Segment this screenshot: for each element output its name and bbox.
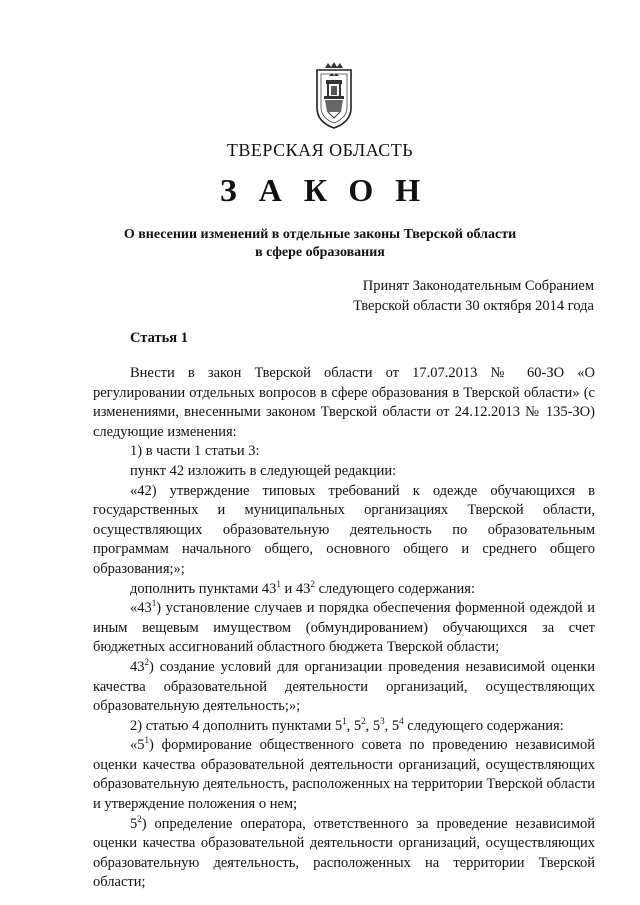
- law-subject-line-2: в сфере образования: [255, 245, 385, 260]
- paragraph-item-1: 1) в части 1 статьи 3:: [130, 443, 260, 460]
- paragraph-point-5-2: $5^2$) определение оператора, ответственного за проведение независимой оценки качества образовательной деятельности организаций, осуществляющих образовательную деятельность, расположенных на территории Тверской области;: [93, 813, 595, 891]
- paragraph-intro: Внести в закон Тверской области от 17.07.2013 № 60-ЗО «О регулировании отдельных вопросов в сфере образования в Тверской области» (с изменениями, внесенными законом Тверской области от 24.12.2013 № 135-ЗО) следующие изменения:: [93, 365, 595, 440]
- paragraph-point-43-1: «$43^1$) установление случаев и порядка обеспечения форменной одеждой и иным вещевым имуществом (обмундированием) обучающихся за счет бюджетных ассигнований областного бюджета Тверской области;: [93, 598, 595, 656]
- paragraph-point-42-text: «42) утверждение типовых требований к одежде обучающихся в государственных и муниципальных организациях Тверской области, осуществляющих образовательную деятельность по образовательным программам начального общего, основного общего и среднего общего образования;»;: [93, 482, 595, 577]
- article-body: [93, 364, 595, 893]
- adoption-line-2: Тверской области 30 октября 2014 года: [353, 298, 594, 314]
- coat-of-arms-icon: [314, 62, 354, 130]
- article-heading: Статья 1: [130, 330, 188, 346]
- region-name: ТВЕРСКАЯ ОБЛАСТЬ: [226, 140, 414, 160]
- law-subject-line-1: О внесении изменений в отдельные законы Тверской области: [123, 227, 517, 242]
- adoption-note: [353, 276, 594, 316]
- law-subject: [0, 226, 640, 262]
- law-title: ЗАКОН: [219, 172, 443, 208]
- paragraph-add-points-43: дополнить пунктами $43^1$ и $43^2$ следующего содержания:: [130, 578, 476, 597]
- paragraph-point-43-2: $43^2$) создание условий для организации проведения независимой оценки качества образовательной деятельности организаций, осуществляющих образовательную деятельность;»;: [93, 656, 595, 715]
- adoption-line-1: Принят Законодательным Собранием: [362, 278, 594, 294]
- paragraph-point-5-1: «$5^1$) формирование общественного совета по проведению независимой оценки качества образовательной деятельности организаций, осуществляющих образовательную деятельность, расположенных на территории Тверской области и утверждение положения о нем;: [93, 735, 595, 813]
- paragraph-item-2: 2) статью 4 дополнить пунктами $5^1$, $5^2$, $5^3$, $5^4$ следующего содержания:: [130, 715, 564, 734]
- paragraph-item-1-point-42: пункт 42 изложить в следующей редакции:: [130, 462, 397, 479]
